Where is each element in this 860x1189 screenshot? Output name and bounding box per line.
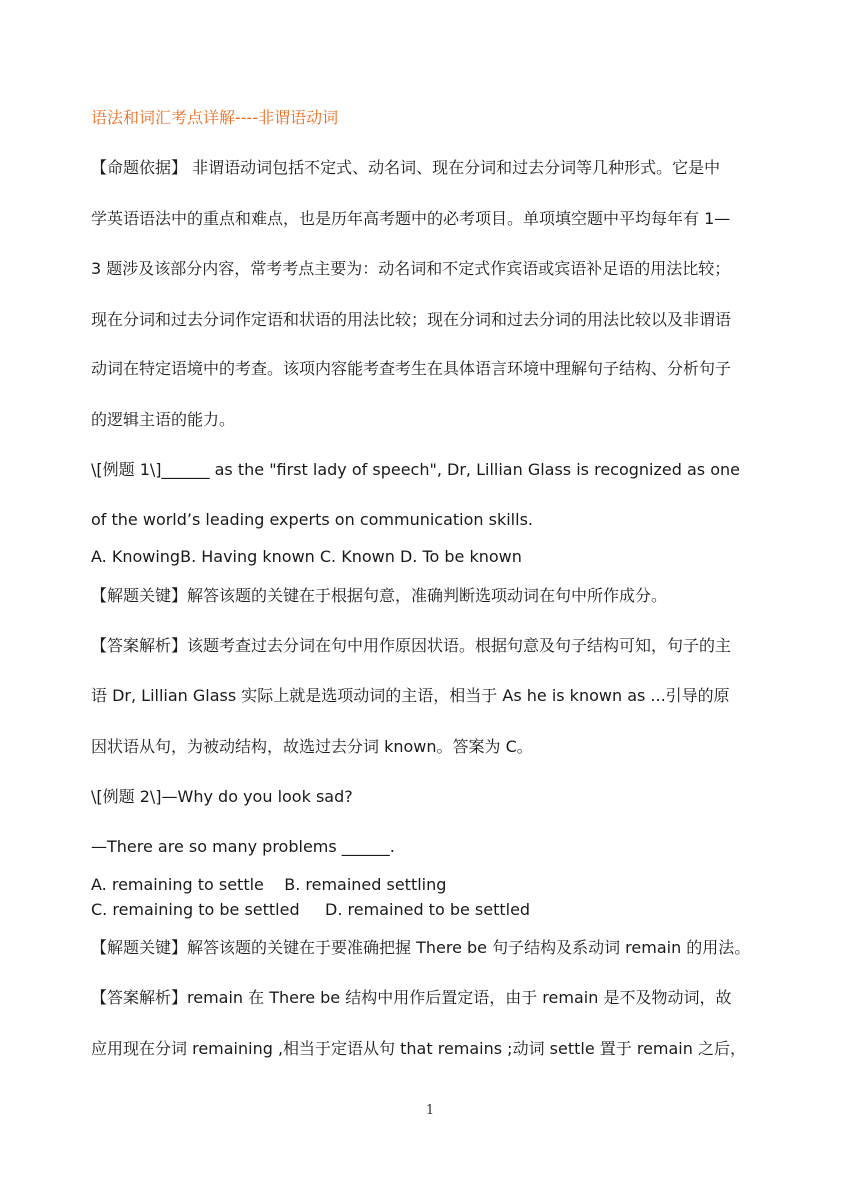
example2-analysis-line: 【答案解析】remain 在 There be 结构中用作后置定语，由于 remain 是不及物动词，故: [91, 988, 732, 1007]
page-number: 1: [425, 1103, 435, 1118]
document-title: 语法和词汇考点详解----非谓语动词: [91, 108, 339, 127]
example1-question-line: \[例题 1\]______ as the "first lady of speech", Dr, Lillian Glass is recognized as one: [91, 460, 740, 479]
example2-option-line: C. remaining to be settled D. remained to be settled: [91, 900, 531, 919]
example1-options: A. KnowingB. Having known C. Known D. To be known: [91, 547, 522, 566]
intro-line: 的逻辑主语的能力。: [91, 410, 236, 429]
intro-line: 现在分词和过去分词作定语和状语的用法比较；现在分词和过去分词的用法比较以及非谓语: [91, 310, 732, 329]
example2-option-line: A. remaining to settle B. remained settling: [91, 875, 447, 894]
example1-analysis-line: 因状语从句，为被动结构，故选过去分词 known。答案为 C。: [91, 737, 533, 756]
example2-question-line: \[例题 2\]—Why do you look sad?: [91, 787, 353, 806]
example1-analysis-line: 语 Dr, Lillian Glass 实际上就是选项动词的主语，相当于 As he is known as ...引导的原: [91, 686, 730, 705]
example1-question-line: of the world’s leading experts on communication skills.: [91, 510, 533, 529]
intro-line: 【命题依据】 非谓语动词包括不定式、动名词、现在分词和过去分词等几种形式。它是中: [91, 158, 721, 177]
example2-question-line: —There are so many problems ______.: [91, 837, 395, 856]
example1-analysis-line: 【答案解析】该题考查过去分词在句中用作原因状语。根据句意及句子结构可知，句子的主: [91, 636, 732, 655]
example2-key: 【解题关键】解答该题的关键在于要准确把握 There be 句子结构及系动词 remain 的用法。: [91, 938, 751, 957]
example2-analysis-line: 应用现在分词 remaining ,相当于定语从句 that remains ;动词 settle 置于 remain 之后，: [91, 1039, 746, 1058]
example1-key: 【解题关键】解答该题的关键在于根据句意，准确判断选项动词在句中所作成分。: [91, 586, 668, 605]
intro-line: 动词在特定语境中的考查。该项内容能考查考生在具体语言环境中理解句子结构、分析句子: [91, 359, 732, 378]
intro-line: 学英语语法中的重点和难点，也是历年高考题中的必考项目。单项填空题中平均每年有 1—: [91, 209, 731, 228]
intro-line: 3 题涉及该部分内容，常考考点主要为：动名词和不定式作宾语或宾语补足语的用法比较；: [91, 259, 731, 278]
